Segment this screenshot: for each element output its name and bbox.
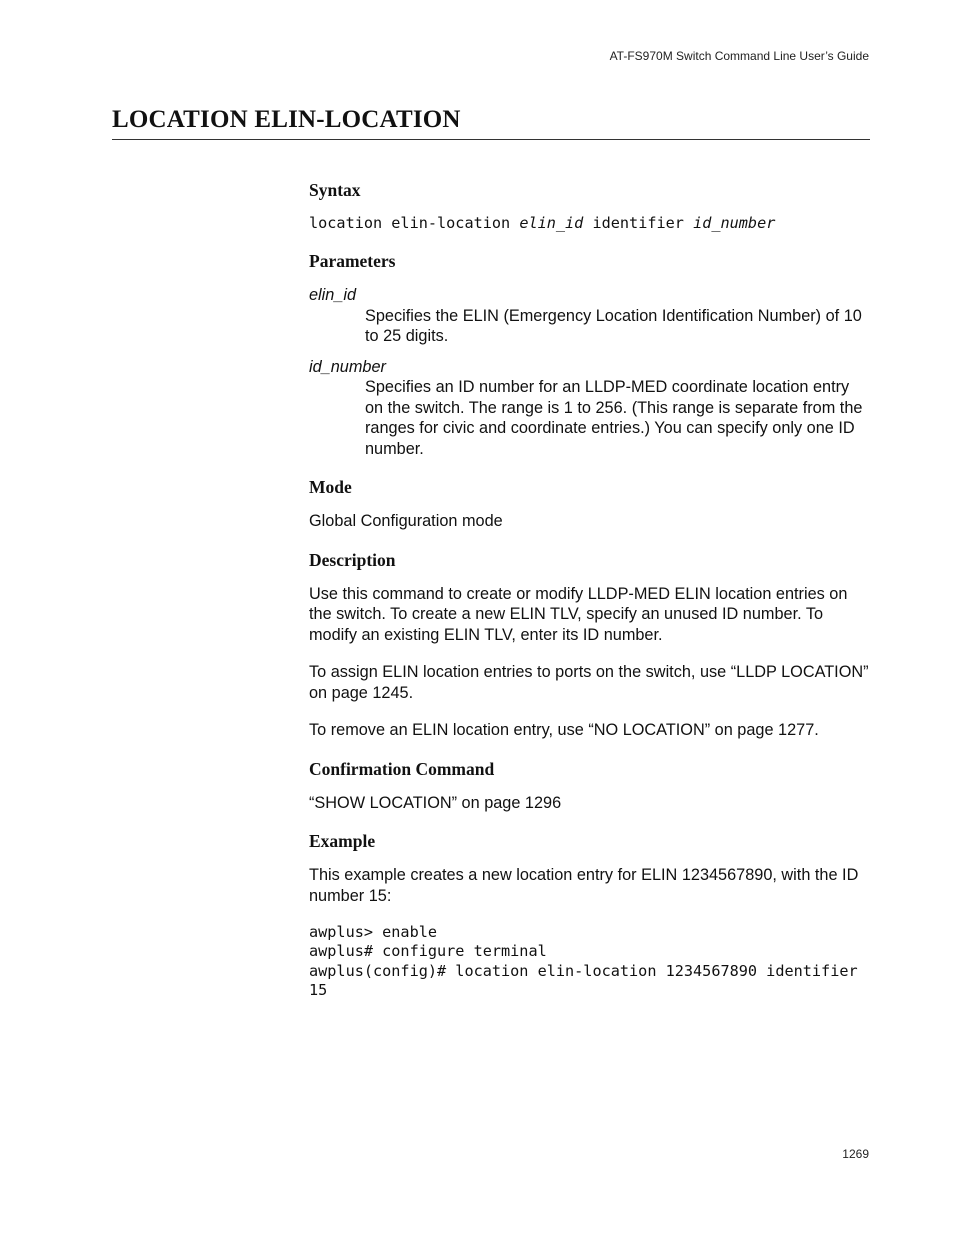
parameter-item xyxy=(309,357,871,460)
syntax-cmd-part1: location elin-location xyxy=(309,214,520,232)
parameter-description: Specifies the ELIN (Emergency Location Identification Number) of 10 to 25 digits. xyxy=(365,306,862,346)
syntax-command xyxy=(309,214,871,233)
page-title: LOCATION ELIN-LOCATION xyxy=(112,106,461,133)
title-rule xyxy=(112,139,870,140)
syntax-heading: Syntax xyxy=(309,180,361,200)
mode-section xyxy=(309,477,871,532)
description-paragraph: Use this command to create or modify LLDP-MED ELIN location entries on the switch. To create a new ELIN TLV, specify an unused ID number. To modify an existing ELIN TLV, enter its ID number. xyxy=(309,584,848,644)
confirmation-text: “SHOW LOCATION” on page 1296 xyxy=(309,793,562,812)
description-heading: Description xyxy=(309,549,396,570)
example-code-block xyxy=(309,923,871,1000)
main-content xyxy=(309,180,871,1018)
parameter-name: id_number xyxy=(309,357,386,376)
code-line: 15 xyxy=(309,980,328,999)
code-line: awplus# configure terminal xyxy=(309,942,547,961)
syntax-cmd-part2: identifier xyxy=(583,214,694,232)
mode-text: Global Configuration mode xyxy=(309,512,503,531)
description-section xyxy=(309,550,871,741)
parameters-heading: Parameters xyxy=(309,251,396,272)
syntax-arg-elin-id: elin_id xyxy=(519,214,584,232)
example-heading: Example xyxy=(309,831,376,852)
confirmation-heading: Confirmation Command xyxy=(309,758,495,779)
running-header: AT-FS970M Switch Command Line User’s Guide xyxy=(609,49,869,63)
confirmation-section xyxy=(309,759,871,814)
description-paragraph: To remove an ELIN location entry, use “NO LOCATION” on page 1277. xyxy=(309,721,819,740)
code-line: awplus(config)# location elin-location 1234567890 identifier xyxy=(309,961,858,980)
parameter-description: Specifies an ID number for an LLDP-MED coordinate location entry on the switch. The range is 1 to 256. (This range is separate from the ranges for civic and coordinate entries.) You can specify only one ID number. xyxy=(365,378,863,458)
syntax-arg-id-number: id_number xyxy=(693,214,776,232)
code-line: awplus> enable xyxy=(309,923,438,942)
page-number: 1269 xyxy=(842,1147,869,1161)
description-paragraph: To assign ELIN location entries to ports on the switch, use “LLDP LOCATION” on page 1245. xyxy=(309,663,869,702)
parameters-section xyxy=(309,251,871,459)
mode-heading: Mode xyxy=(309,477,352,498)
parameter-item xyxy=(309,285,871,347)
parameter-name: elin_id xyxy=(309,286,357,305)
example-text: This example creates a new location entry for ELIN 1234567890, with the ID number 15: xyxy=(309,866,859,905)
syntax-section xyxy=(309,180,871,233)
example-section xyxy=(309,831,871,1000)
